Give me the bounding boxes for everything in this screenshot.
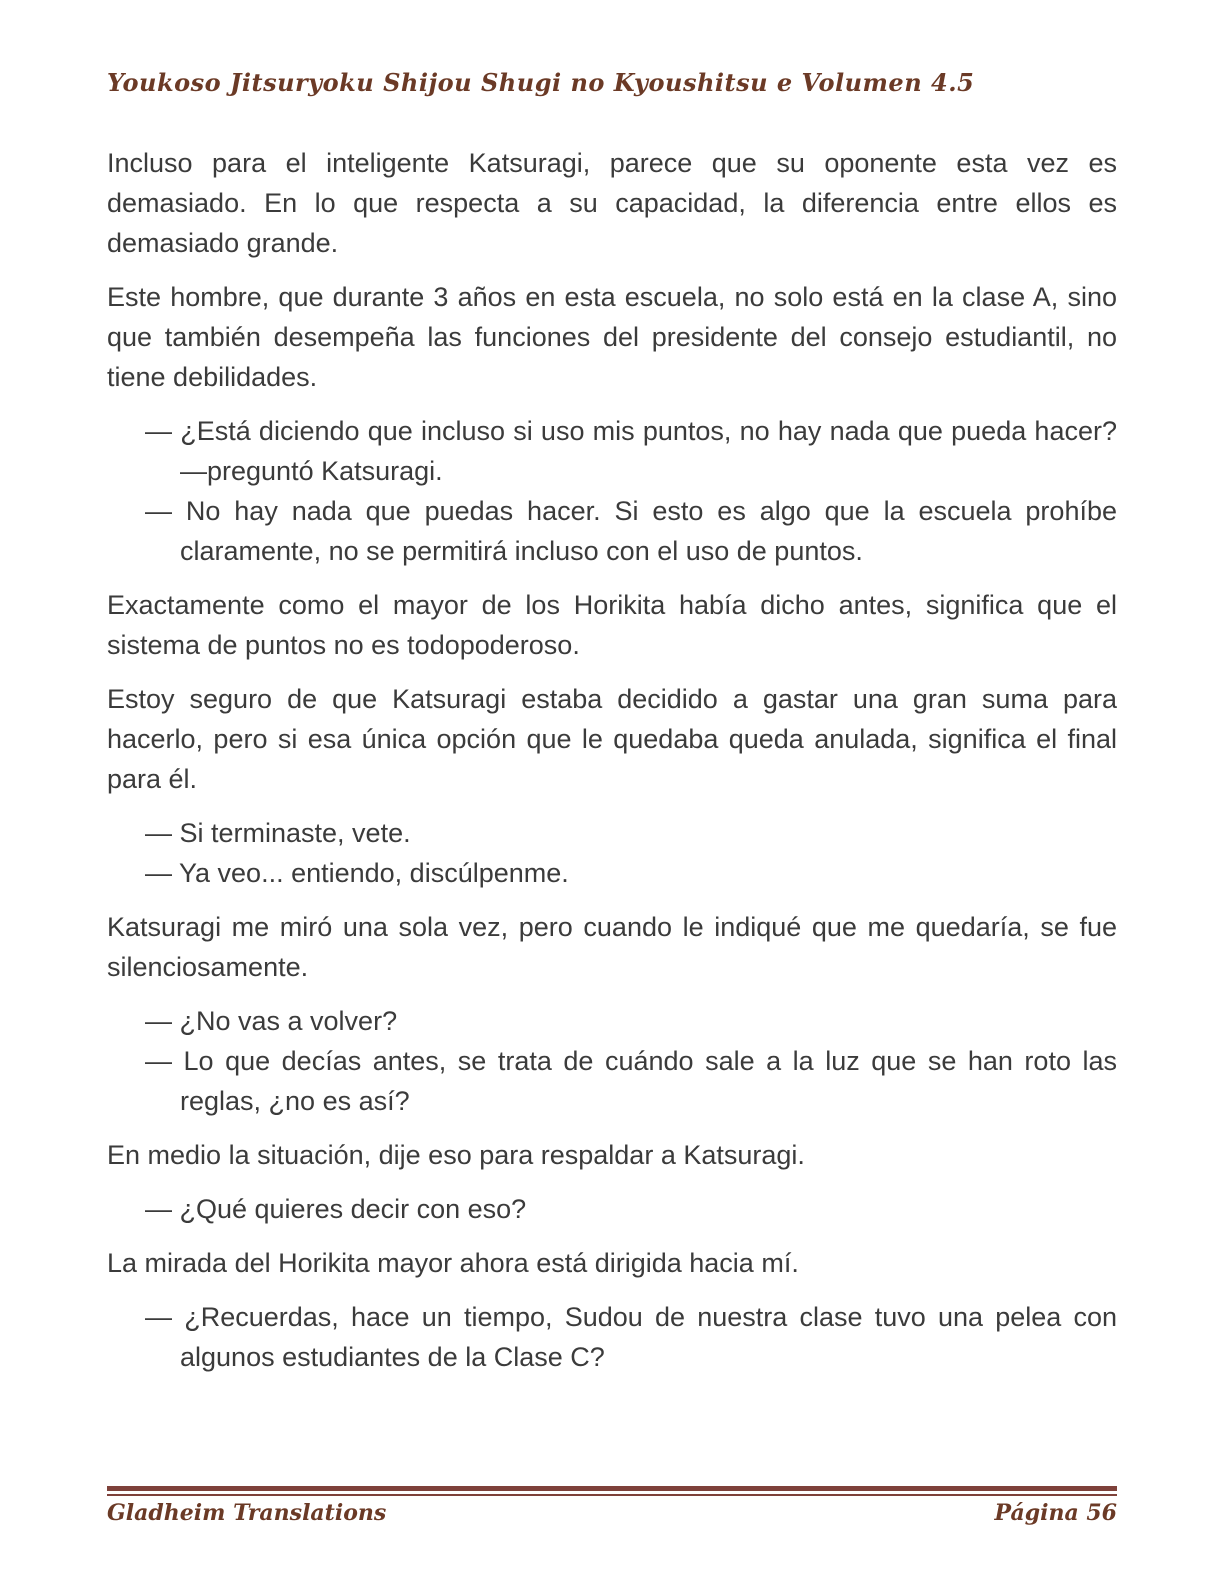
paragraph: Este hombre, que durante 3 años en esta escuela, no solo está en la clase A, sino que también desempeña las funciones del presidente del consejo estudiantil, no tiene debilidades. — [107, 282, 1117, 392]
page-header-title: Youkoso Jitsuryoku Shijou Shugi no Kyoushitsu e Volumen 4.5 — [107, 68, 975, 97]
dialogue-line: — ¿Está diciendo que incluso si uso mis puntos, no hay nada que pueda hacer? —preguntó Katsuragi. — [145, 416, 1117, 486]
dialogue-line: — ¿No vas a volver? — [145, 1006, 398, 1036]
footer-page-number: Página 56 — [994, 1500, 1117, 1526]
dialogue-line: — Lo que decías antes, se trata de cuándo sale a la luz que se han roto las reglas, ¿no es así? — [145, 1046, 1117, 1116]
dialogue-line: — No hay nada que puedas hacer. Si esto es algo que la escuela prohíbe claramente, no se permitirá incluso con el uso de puntos. — [145, 496, 1117, 566]
dialogue-block — [107, 411, 1117, 571]
paragraph: En medio la situación, dije eso para respaldar a Katsuragi. — [107, 1140, 805, 1170]
dialogue-line: — ¿Qué quieres decir con eso? — [145, 1194, 527, 1224]
paragraph: Estoy seguro de que Katsuragi estaba decidido a gastar una gran suma para hacerlo, pero si esa única opción que le quedaba queda anulada, significa el final para él. — [107, 684, 1117, 794]
document-body — [107, 143, 1117, 1391]
dialogue-line: — Ya veo... entiendo, discúlpenme. — [145, 858, 569, 888]
footer-row — [107, 1500, 1117, 1526]
footer-translator-credit: Gladheim Translations — [107, 1500, 387, 1526]
page-footer — [107, 1486, 1117, 1526]
dialogue-line: — ¿Recuerdas, hace un tiempo, Sudou de nuestra clase tuvo una pelea con algunos estudiantes de la Clase C? — [145, 1302, 1117, 1372]
dialogue-block — [107, 1001, 1117, 1121]
dialogue-block — [107, 813, 1117, 893]
footer-divider — [107, 1486, 1117, 1496]
dialogue-block — [107, 1189, 1117, 1229]
dialogue-line: — Si terminaste, vete. — [145, 818, 411, 848]
paragraph: La mirada del Horikita mayor ahora está dirigida hacia mí. — [107, 1248, 799, 1278]
paragraph: Incluso para el inteligente Katsuragi, parece que su oponente esta vez es demasiado. En lo que respecta a su capacidad, la diferencia entre ellos es demasiado grande. — [107, 148, 1117, 258]
dialogue-block — [107, 1297, 1117, 1377]
paragraph: Exactamente como el mayor de los Horikita había dicho antes, significa que el sistema de puntos no es todopoderoso. — [107, 590, 1117, 660]
paragraph: Katsuragi me miró una sola vez, pero cuando le indiqué que me quedaría, se fue silenciosamente. — [107, 912, 1117, 982]
